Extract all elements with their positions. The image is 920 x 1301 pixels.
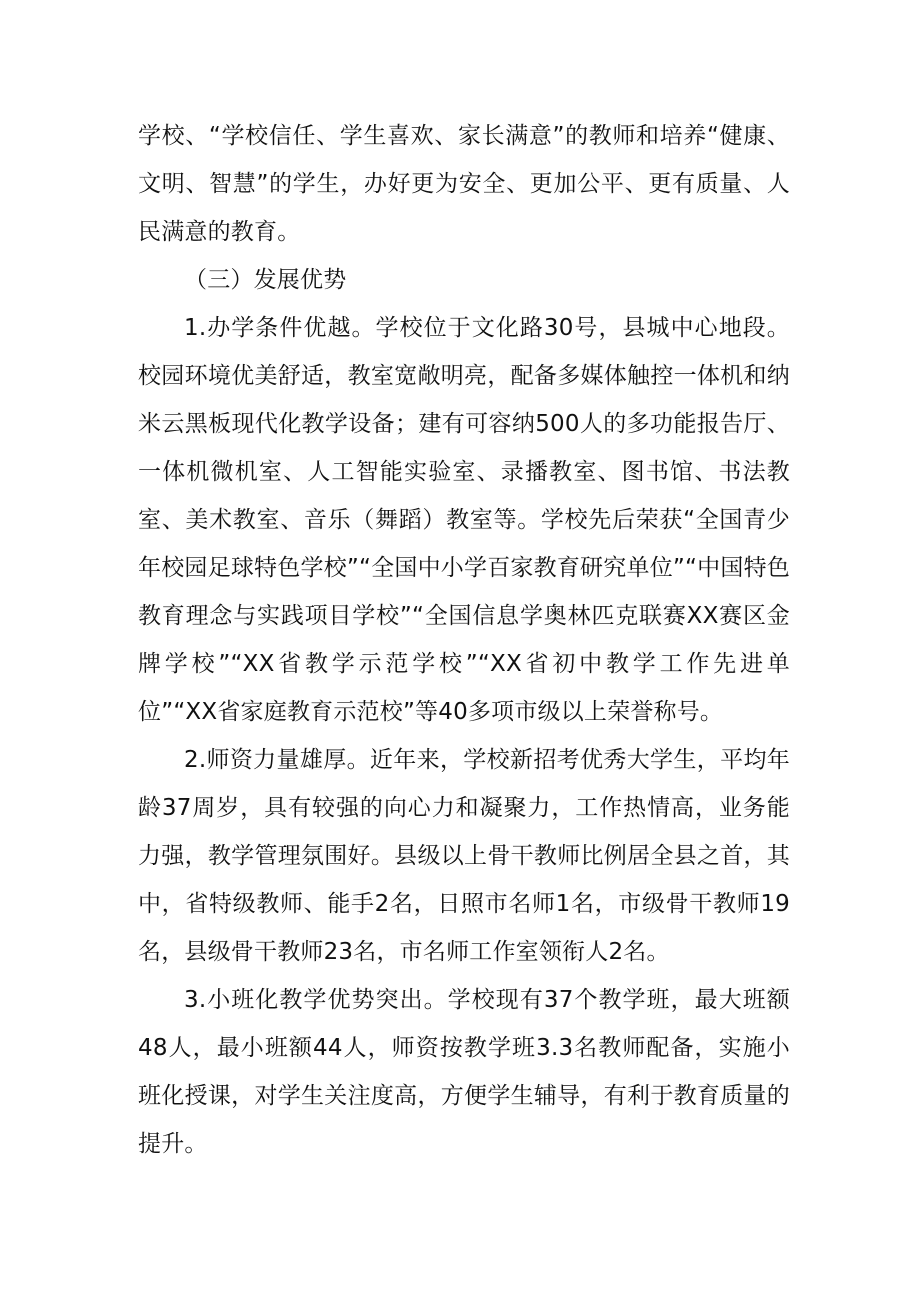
- document-body: [138, 112, 790, 1168]
- paragraph-teaching-staff: 2.师资力量雄厚。近年来，学校新招考优秀大学生，平均年龄37周岁，具有较强的向心力和凝聚力，工作热情高，业务能力强，教学管理氛围好。县级以上骨干教师比例居全县之首，其中，省特级教师、能手2名，日照市名师1名，市级骨干教师19名，县级骨干教师23名，市名师工作室领衔人2名。: [138, 747, 790, 965]
- paragraph-continuation: 学校、“学校信任、学生喜欢、家长满意”的教师和培养“健康、文明、智慧”的学生，办好更为安全、更加公平、更有质量、人民满意的教育。: [138, 123, 790, 245]
- section-heading-development-advantages: （三）发展优势: [184, 267, 347, 293]
- paragraph-school-conditions: 1.办学条件优越。学校位于文化路30号，县城中心地段。校园环境优美舒适，教室宽敞明亮，配备多媒体触控一体机和纳米云黑板现代化教学设备；建有可容纳500人的多功能报告厅、一体机微机室、人工智能实验室、录播教室、图书馆、书法教室、美术教室、音乐（舞蹈）教室等。学校先后荣获“全国青少年校园足球特色学校”“全国中小学百家教育研究单位”“中国特色教育理念与实践项目学校”“全国信息学奥林匹克联赛XX赛区金牌学校”“XX省教学示范学校”“XX省初中教学工作先进单位”“XX省家庭教育示范校”等40多项市级以上荣誉称号。: [138, 315, 790, 725]
- paragraph-small-class-teaching: 3.小班化教学优势突出。学校现有37个教学班，最大班额48人，最小班额44人，师资按教学班3.3名教师配备，实施小班化授课，对学生关注度高，方便学生辅导，有利于教育质量的提升。: [138, 987, 790, 1157]
